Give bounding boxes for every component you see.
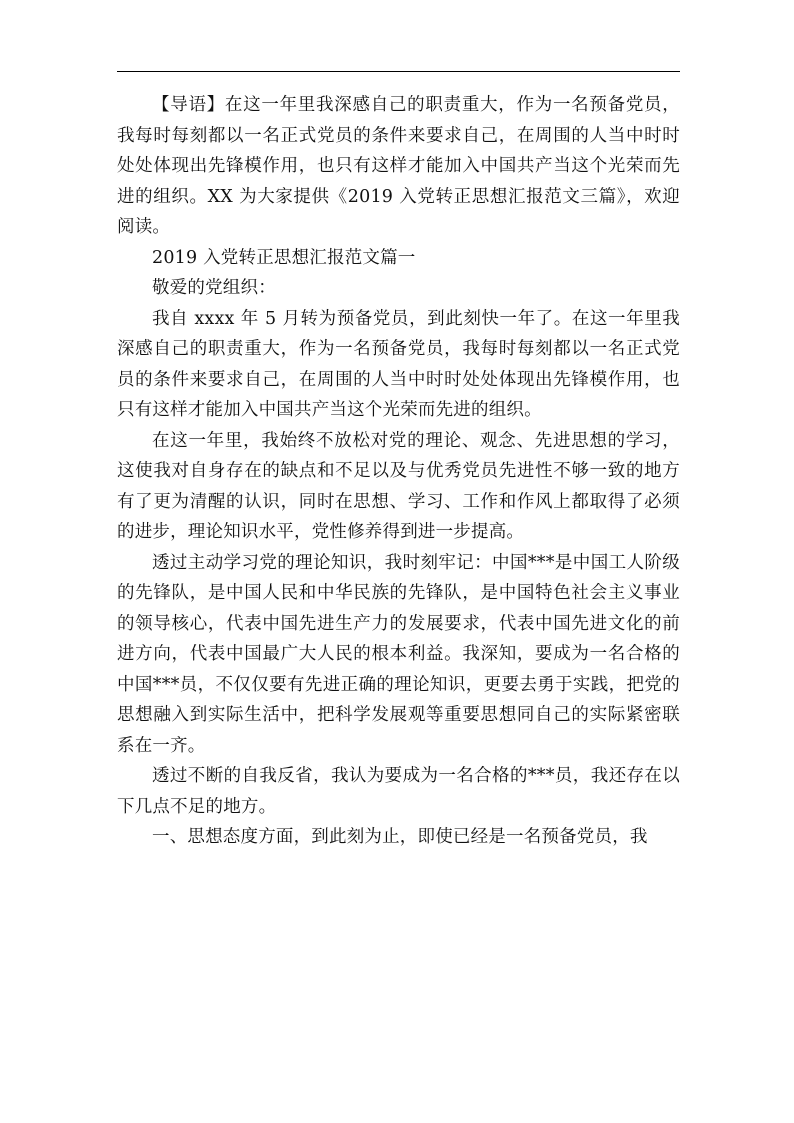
section-title: 2019 入党转正思想汇报范文篇一 <box>152 247 416 268</box>
body-paragraph: 在这一年里，我始终不放松对党的理论、观念、先进思想的学习，这使我对自身存在的缺点和不足以及与优秀党员先进性不够一致的地方有了更为清醒的认识，同时在思想、学习、工作和作风上都取得了必须的进步，理论知识水平，党性修养得到进一步提高。 <box>117 430 680 542</box>
intro-paragraph: 【导语】在这一年里我深感自己的职责重大，作为一名预备党员，我每时每刻都以一名正式党员的条件来要求自己，在周围的人当中时时处处体现出先锋模作用，也只有这样才能加入中国共产当这个光荣而先进的组织。XX 为大家提供《2019 入党转正思想汇报范文三篇》，欢迎阅读。 <box>117 95 680 237</box>
header-rule <box>117 71 680 72</box>
body-paragraph: 透过主动学习党的理论知识，我时刻牢记：中国***是中国工人阶级的先锋队，是中国人民和中华民族的先锋队，是中国特色社会主义事业的领导核心，代表中国先进生产力的发展要求，代表中国先进文化的前进方向，代表中国最广大人民的根本利益。我深知，要成为一名合格的中国***员，不仅仅要有先进正确的理论知识，更要去勇于实践，把党的思想融入到实际生活中，把科学发展观等重要思想同自己的实际紧密联系在一齐。 <box>117 552 680 756</box>
body-paragraph: 一、思想态度方面，到此刻为止，即使已经是一名预备党员，我 <box>152 827 648 847</box>
salutation: 敬爱的党组织： <box>152 278 276 298</box>
document-body <box>117 90 680 853</box>
body-paragraph: 透过不断的自我反省，我认为要成为一名合格的***员，我还存在以下几点不足的地方。 <box>117 766 680 817</box>
body-paragraph: 我自 xxxx 年 5 月转为预备党员，到此刻快一年了。在这一年里我深感自己的职责重大，作为一名预备党员，我每时每刻都以一名正式党员的条件来要求自己，在周围的人当中时时处处体现出先锋模作用，也只有这样才能加入中国共产当这个光荣而先进的组织。 <box>117 308 680 420</box>
